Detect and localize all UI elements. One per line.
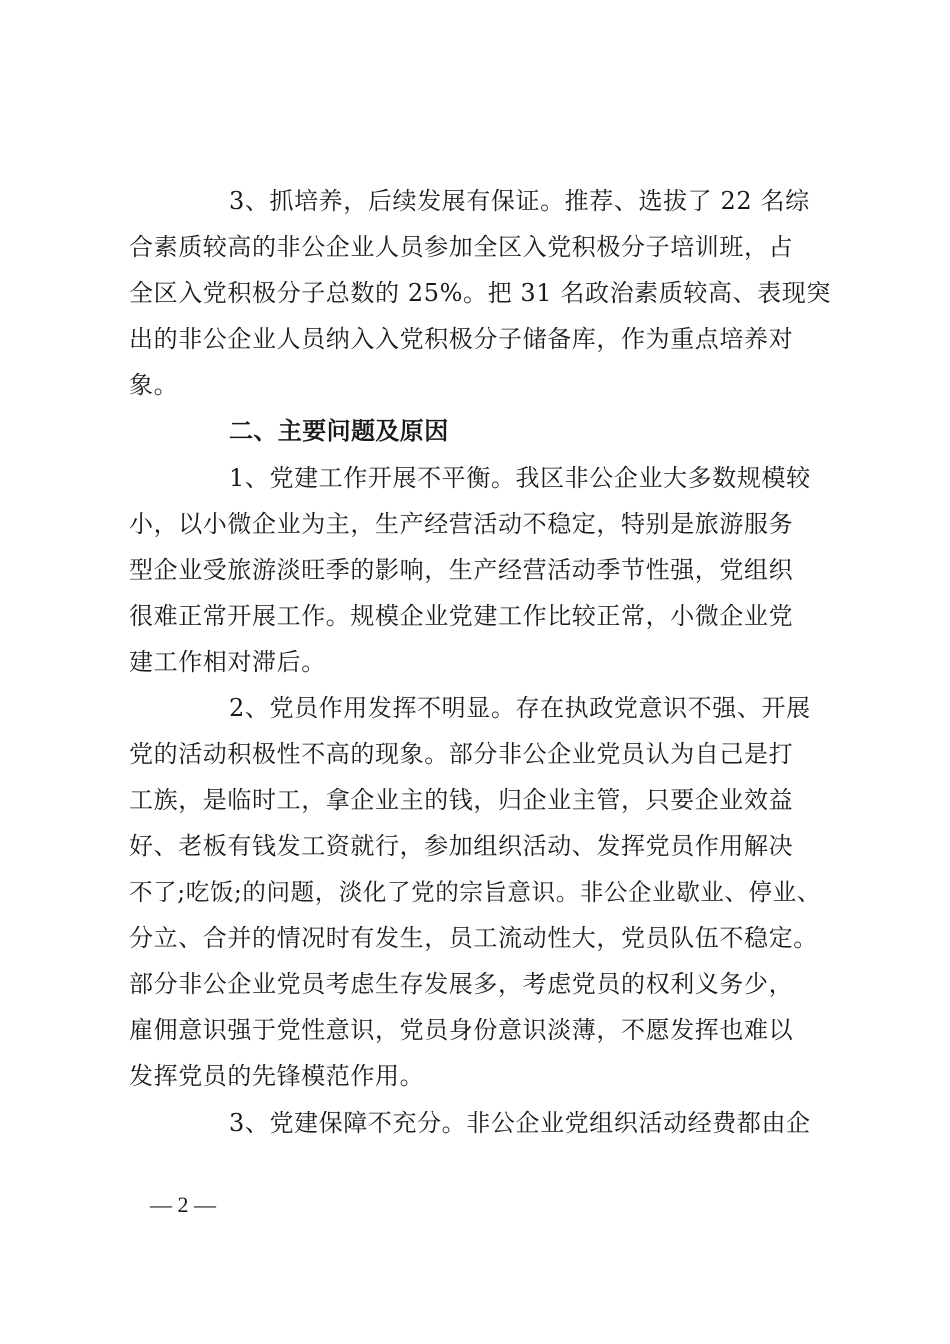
paragraph-line: 不了;吃饭;的问题，淡化了党的宗旨意识。非公企业歇业、停业、 [129,878,821,906]
paragraph-line: 雇佣意识强于党性意识，党员身份意识淡薄，不愿发挥也难以 [129,1016,794,1044]
paragraph-line: 好、老板有钱发工资就行，参加组织活动、发挥党员作用解决 [129,832,794,860]
paragraph-line: 2、党员作用发挥不明显。存在执政党意识不强、开展 [229,694,811,722]
paragraph-line: 分立、合并的情况时有发生，员工流动性大，党员队伍不稳定。 [129,924,818,952]
paragraph-line: 3、党建保障不充分。非公企业党组织活动经费都由企 [229,1109,811,1137]
page-number: — 2 — [150,1192,216,1217]
paragraph-line: 发挥党员的先锋模范作用。 [129,1062,425,1090]
paragraph-line: 很难正常开展工作。规模企业党建工作比较正常，小微企业党 [129,602,794,630]
paragraph-line: 3、抓培养，后续发展有保证。推荐、选拔了 22 名综 [229,187,810,215]
paragraph-line: 1、党建工作开展不平衡。我区非公企业大多数规模较 [229,464,811,492]
paragraph-line: 建工作相对滞后。 [129,648,326,676]
paragraph-line: 全区入党积极分子总数的 25%。把 31 名政治素质较高、表现突 [129,279,831,307]
paragraph-line: 型企业受旅游淡旺季的影响，生产经营活动季节性强，党组织 [129,556,794,584]
paragraph-line: 合素质较高的非公企业人员参加全区入党积极分子培训班，占 [129,233,794,261]
section-heading: 二、主要问题及原因 [229,417,449,445]
paragraph-line: 小，以小微企业为主，生产经营活动不稳定，特别是旅游服务 [129,510,794,538]
paragraph-line: 出的非公企业人员纳入入党积极分子储备库，作为重点培养对 [129,325,794,353]
paragraph-line: 党的活动积极性不高的现象。部分非公企业党员认为自己是打 [129,740,794,768]
paragraph-line: 部分非公企业党员考虑生存发展多，考虑党员的权利义务少， [129,970,794,998]
paragraph-line: 象。 [129,371,179,399]
paragraph-line: 工族，是临时工，拿企业主的钱，归企业主管，只要企业效益 [129,786,794,814]
